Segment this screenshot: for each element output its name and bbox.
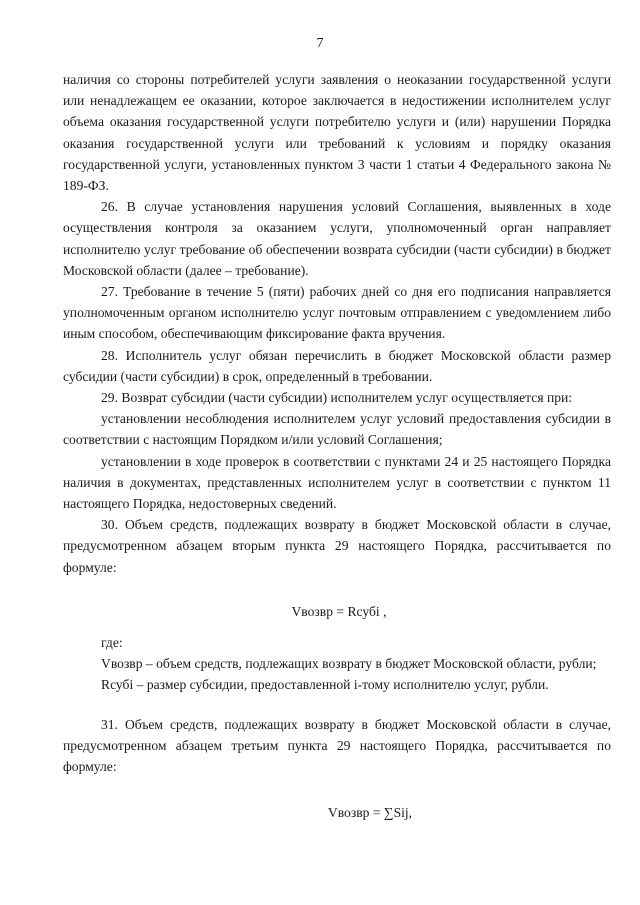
paragraph-31: 31. Объем средств, подлежащих возврату в бюджет Московской области в случае, предусмотренном абзацем третьим пункта 29 настоящего Порядка, рассчитывается по формуле: (63, 716, 611, 775)
paragraph-25-continuation: наличия со стороны потребителей услуги заявления о неоказании государственной услуги или ненадлежащем ее оказании, которое заключается в недостижении исполнителем услуг объема оказания государственной услуги потребителю услуги и (или) нарушении Порядка оказания государственной услуги или требований к условиям и порядку оказания государственной услуги, установленных пунктом 3 части 1 статьи 4 Федерального закона № 189-ФЗ. (63, 72, 611, 194)
paragraph-29: 29. Возврат субсидии (части субсидии) исполнителем услуг осуществляется при: (101, 390, 573, 406)
definition-v: Vвозвр – объем средств, подлежащих возврату в бюджет Московской области, рубли; (101, 656, 597, 672)
formula-1: Vвозвр = Rсубi , (291, 603, 387, 619)
page-number: 7 (316, 36, 324, 51)
paragraph-30: 30. Объем средств, подлежащих возврату в бюджет Московской области в случае, предусмотренном абзацем вторым пункта 29 настоящего Порядка, рассчитывается по формуле: (63, 517, 611, 575)
paragraph-27: 27. Требование в течение 5 (пяти) рабочих дней со дня его подписания направляется уполномоченным органом исполнителю услуг почтовым отправлением с уведомлением либо иным способом, обеспечивающим фиксирование факта вручения. (63, 284, 611, 342)
spacer (63, 696, 611, 714)
paragraph-29-item-2: установлении в ходе проверок в соответствии с пунктами 24 и 25 настоящего Порядка наличия в документах, представленных исполнителем услуг в соответствии с пунктом 11 настоящего Порядка, недостоверных сведений. (63, 453, 611, 512)
paragraph-26: 26. В случае установления нарушения условий Соглашения, выявленных в ходе осуществления контроля за оказанием услуги, уполномоченный орган направляет исполнителю услуг требование об обеспечении возврата субсидии (части субсидии) в бюджет Московской области (далее – требование). (63, 199, 611, 278)
where-label: где: (101, 635, 123, 651)
document-body (63, 69, 611, 824)
paragraph-29-item-1: установлении несоблюдения исполнителем услуг условий предоставления субсидии в соответствии с настоящим Порядком и/или условий Соглашения; (63, 411, 611, 448)
paragraph-28: 28. Исполнитель услуг обязан перечислить в бюджет Московской области размер субсидии (части субсидии) в срок, определенный в требовании. (63, 347, 611, 384)
formula-2: Vвозвр = ∑Sij, (327, 805, 413, 821)
definition-r: Rсубi – размер субсидии, предоставленной i-тому исполнителю услуг, рубли. (101, 677, 549, 693)
